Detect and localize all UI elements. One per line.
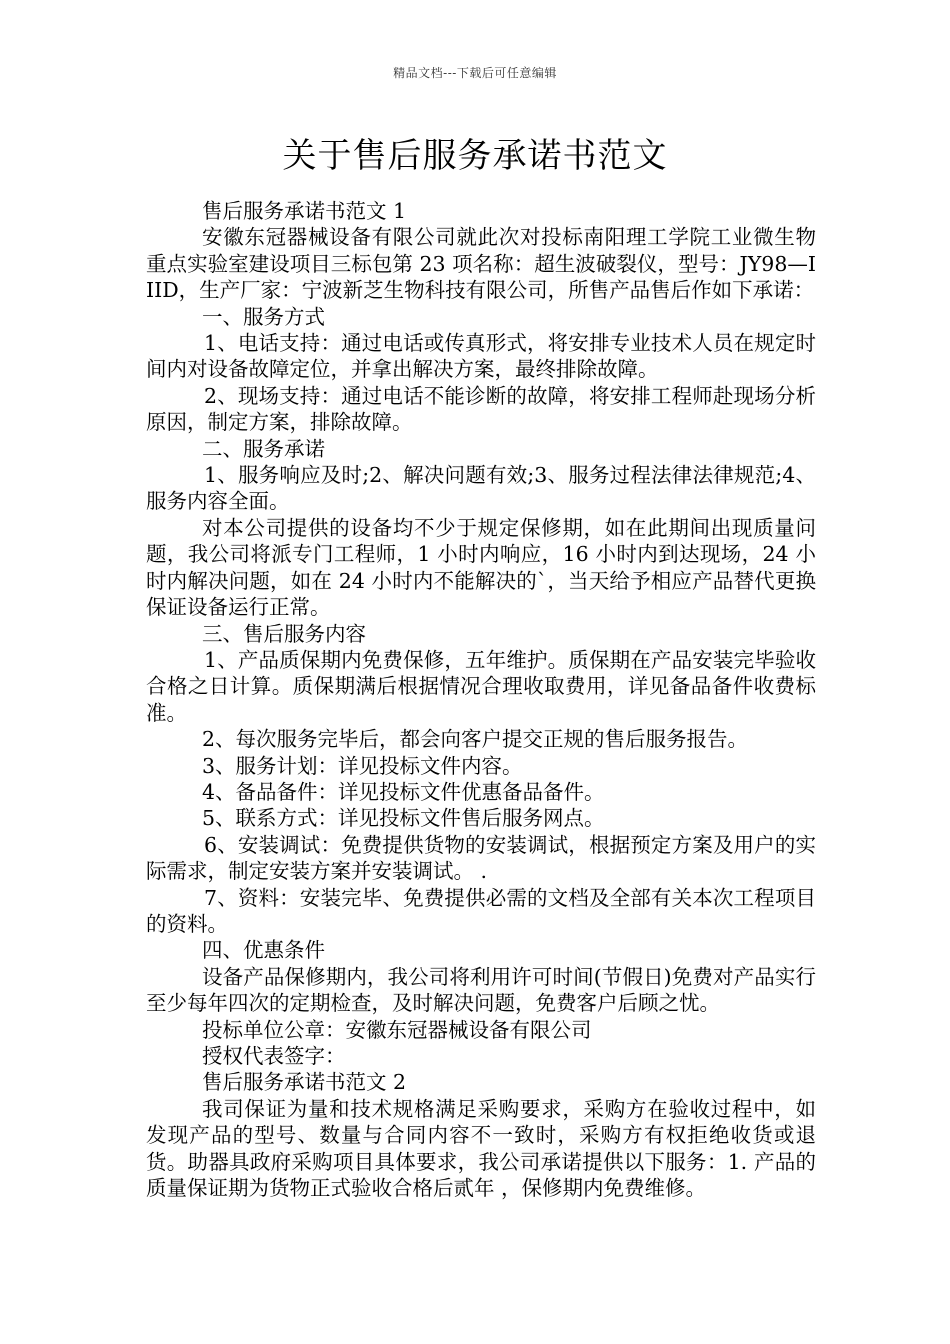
list-item: 1、电话支持：通过电话或传真形式，将安排专业技术人员在规定时间内对设备故障定位，并拿出解决方案，最终排除故障。 — [146, 331, 816, 382]
list-item: 4、备品备件：详见投标文件优惠备品备件。 — [202, 779, 605, 804]
section-heading: 一、服务方式 — [202, 304, 325, 329]
paragraph: 我司保证为量和技术规格满足采购要求，采购方在验收过程中，如发现产品的型号、数量与合同内容不一致时，采购方有权拒绝收货或退货。助器具政府采购项目具体要求，我公司承诺提供以下服务：1. 产品的质量保证期为货物正式验收合格后贰年 ，保修期内免费维修。 — [146, 1096, 816, 1201]
paragraph: 安徽东冠器械设备有限公司就此次对投标南阳理工学院工业微生物重点实验室建设项目三标包第 23 项名称：超生波破裂仪，型号：JY98—IIID，生产厂家：宁波新芝生物科技有限公司，所售产品售后作如下承诺： — [146, 225, 816, 303]
list-item: 5、联系方式：详见投标文件售后服务网点。 — [202, 806, 605, 831]
section-heading: 三、售后服务内容 — [202, 621, 366, 646]
document-body — [146, 198, 816, 1201]
page-header: 精品文档---下载后可任意编辑 — [393, 66, 557, 80]
list-item: 1、产品质保期内免费保修，五年维护。质保期在产品安装完毕验收合格之日计算。质保期满后根据情况合理收取费用，详见备品备件收费标准。 — [146, 647, 816, 725]
list-item: 6、安装调试：免费提供货物的安装调试，根据预定方案及用户的实际需求，制定安装方案并安装调试。 . — [146, 832, 816, 884]
paragraph: 1、服务响应及时;2、解决问题有效;3、服务过程法律法律规范;4、服务内容全面。 — [146, 463, 816, 514]
signature-company: 投标单位公章：安徽东冠器械设备有限公司 — [202, 1017, 592, 1042]
list-item: 7、资料：安装完毕、免费提供必需的文档及全部有关本次工程项目的资料。 — [146, 885, 816, 936]
signature-representative: 授权代表签字： — [202, 1044, 346, 1068]
section-heading: 二、服务承诺 — [202, 436, 325, 461]
list-item: 3、服务计划：详见投标文件内容。 — [202, 753, 523, 778]
section-heading: 售后服务承诺书范文 2 — [202, 1070, 407, 1095]
paragraph: 设备产品保修期内，我公司将利用许可时间(节假日)免费对产品实行至少每年四次的定期检查，及时解决问题，免费客户后顾之忧。 — [146, 964, 816, 1016]
section-heading: 售后服务承诺书范文 1 — [202, 199, 407, 223]
list-item: 2、每次服务完毕后，都会向客户提交正规的售后服务报告。 — [202, 727, 749, 752]
document-title: 关于售后服务承诺书范文 — [282, 136, 668, 176]
list-item: 2、现场支持：通过电话不能诊断的故障，将安排工程师赴现场分析原因，制定方案，排除故障。 — [146, 383, 816, 435]
section-heading: 四、优惠条件 — [202, 938, 325, 963]
paragraph: 对本公司提供的设备均不少于规定保修期，如在此期间出现质量问题，我公司将派专门工程师，1 小时内响应，16 小时内到达现场，24 小时内解决问题，如在 24 小时内不能解决的`，当天给予相应产品替代更换保证设备运行正常。 — [146, 515, 816, 620]
